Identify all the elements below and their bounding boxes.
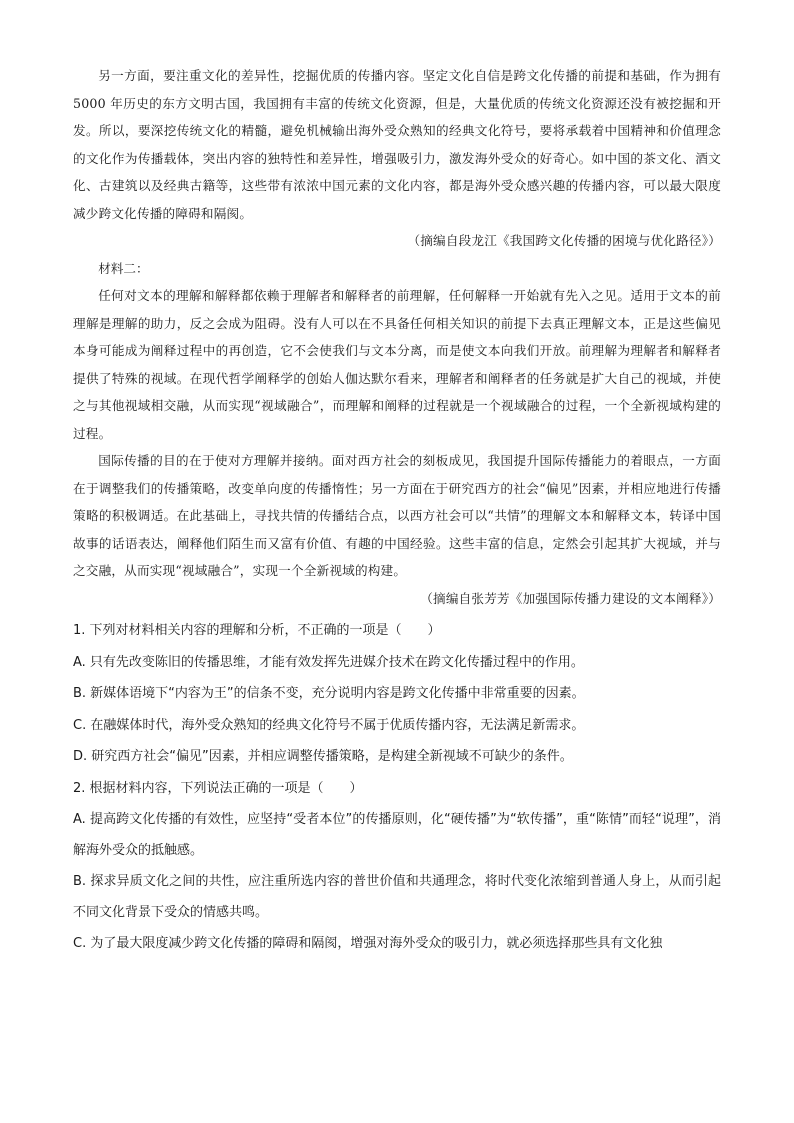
material2-paragraph-2: 国际传播的目的在于使对方理解并接纳。面对西方社会的刻板成见，我国提升国际传播能力的着眼点，一方面在于调整我们的传播策略，改变单向度的传播惰性；另一方面在于研究西方的社会“偏见”因素，并相应地进行传播策略的积极调适。在此基础上，寻找共情的传播结合点，以西方社会可以“共情”的理解文本和解释文本，转译中国故事的话语表达，阐释他们陌生而又富有价值、有趣的中国经验。这些丰富的信息，定然会引起其扩大视域，并与之交融，从而实现“视域融合”，实现一个全新视域的构建。 [73,453,721,578]
question-2-stem: 2. 根据材料内容，下列说法正确的一项是（ ） [73,780,363,796]
question-2-option-b: B. 探求异质文化之间的共性，应注重所选内容的普世价值和共通理念，将时代变化浓缩到普通人身上，从而引起不同文化背景下受众的情感共鸣。 [73,874,721,920]
material1-source: （摘编自段龙江《我国跨文化传播的困境与优化路径》） [407,233,721,248]
question-1-option-b: B. 新媒体语境下“内容为王”的信条不变，充分说明内容是跨文化传播中非常重要的因素。 [73,686,585,701]
question-1-stem: 1. 下列对材料相关内容的理解和分析，不正确的一项是（ ） [73,623,441,638]
material1-paragraph: 另一方面，要注重文化的差异性，挖掘优质的传播内容。坚定文化自信是跨文化传播的前提和基础，作为拥有 5000 年历史的东方文明古国，我国拥有丰富的传统文化资源，但是，大量优质的传统文化资源还没有被挖掘和开发。所以，要深挖传统文化的精髓，避免机械输出海外受众熟知的经典文化符号，要将承载着中国精神和价值理念的文化作为传播载体，突出内容的独特性和差异性，增强吸引力，激发海外受众的好奇心。如中国的茶文化、酒文化、古建筑以及经典古籍等，这些带有浓浓中国元素的文化内容，都是海外受众感兴趣的传播内容，可以最大限度减少跨文化传播的障碍和隔阂。 [73,68,721,221]
question-1-option-c: C. 在融媒体时代，海外受众熟知的经典文化符号不属于优质传播内容，无法满足新需求。 [73,717,585,733]
questions-section [73,615,721,960]
question-1-option-a: A. 只有先改变陈旧的传播思维，才能有效发挥先进媒介技术在跨文化传播过程中的作用。 [73,654,584,670]
material2-paragraph-1: 任何对文本的理解和解释都依赖于理解者和解释者的前理解，任何解释一开始就有先入之见。适用于文本的前理解是理解的助力，反之会成为阻碍。没有人可以在不具备任何相关知识的前提下去真正理解文本，正是这些偏见本身可能成为阐释过程中的再创造，它不会使我们与文本分离，而是使文本向我们开放。前理解为理解者和解释者提供了特殊的视域。在现代哲学阐释学的创始人伽达默尔看来，理解者和阐释者的任务就是扩大自己的视域，并使之与其他视域相交融，从而实现“视域融合”，而理解和阐释的过程就是一个视域融合的过程，一个全新视域构建的过程。 [73,288,721,441]
document-page [73,62,721,960]
material2-label: 材料二： [98,260,149,276]
question-2-option-c: C. 为了最大限度减少跨文化传播的障碍和隔阂，增强对海外受众的吸引力，就必须选择那些具有文化独 [73,936,663,951]
question-1-option-d: D. 研究西方社会“偏见”因素，并相应调整传播策略，是构建全新视域不可缺少的条件。 [73,749,573,764]
material2-source: （摘编自张芳芳《加强国际传播力建设的文本阐释》） [420,590,721,606]
question-2-option-a: A. 提高跨文化传播的有效性，应坚持“受者本位”的传播原则，化“硬传播”为“软传播”，重“陈情”而轻“说理”，消解海外受众的抵触感。 [73,812,721,858]
